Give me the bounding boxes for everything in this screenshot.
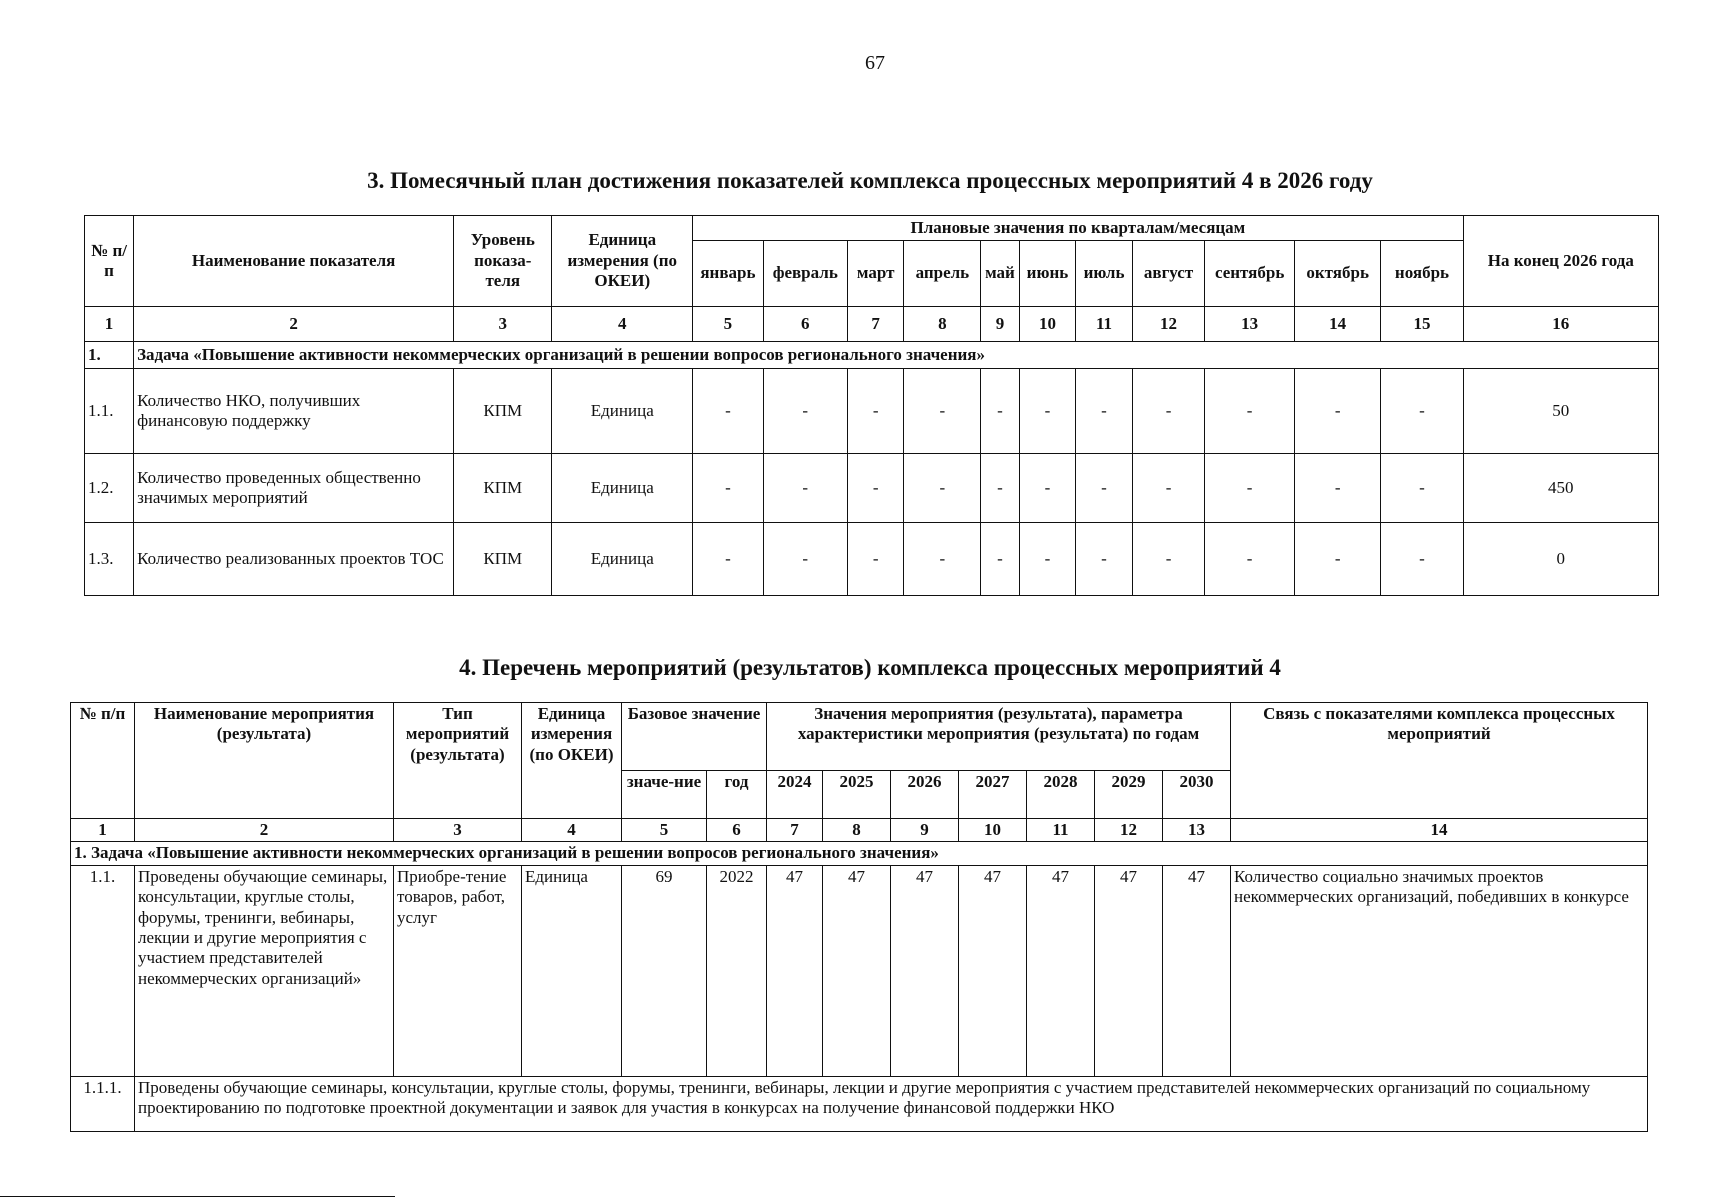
header-num: № п/п	[71, 703, 135, 819]
link-indicator: Количество социально значимых проектов некоммерческих организаций, победивших в конкурсе	[1231, 865, 1648, 1076]
activity-type: Приобре-тение товаров, работ, услуг	[394, 865, 522, 1076]
header-base: Базовое значение	[622, 703, 767, 771]
month-value: -	[847, 454, 904, 523]
bottom-divider	[0, 1196, 395, 1197]
activity-unit: Единица	[522, 865, 622, 1076]
month-value: -	[1019, 369, 1076, 454]
base-year: 2022	[707, 865, 767, 1076]
column-number: 1	[85, 307, 134, 342]
indicator-level: КПМ	[454, 369, 552, 454]
header-year: 2025	[823, 771, 891, 819]
indicator-name: Количество НКО, получивших финансовую поддержку	[134, 369, 454, 454]
subactivity-text: Проведены обучающие семинары, консультации, круглые столы, форумы, тренинги, вебинары, лекции и другие мероприятия с участием представителей некоммерческих организаций по социальному проектированию по подготовке проектной документации и заявок для участия в конкурсах на получение финансовой поддержки НКО	[135, 1076, 1648, 1131]
indicator-level: КПМ	[454, 454, 552, 523]
header-year: 2029	[1095, 771, 1163, 819]
end-value: 450	[1463, 454, 1658, 523]
header-year: 2026	[891, 771, 959, 819]
month-value: -	[693, 523, 763, 596]
row-number: 1.3.	[85, 523, 134, 596]
month-value: -	[763, 454, 847, 523]
indicator-name: Количество проведенных общественно значимых мероприятий	[134, 454, 454, 523]
column-number: 11	[1027, 819, 1095, 842]
month-value: -	[981, 523, 1019, 596]
month-value: -	[847, 523, 904, 596]
indicator-unit: Единица	[552, 523, 693, 596]
month-value: -	[1205, 369, 1295, 454]
month-value: -	[1132, 454, 1205, 523]
month-value: -	[1132, 369, 1205, 454]
month-value: -	[1381, 454, 1463, 523]
year-value: 47	[1095, 865, 1163, 1076]
column-number: 16	[1463, 307, 1658, 342]
column-number: 4	[552, 307, 693, 342]
table-row	[85, 369, 1659, 454]
header-month: июль	[1076, 241, 1133, 307]
indicator-level: КПМ	[454, 523, 552, 596]
activities-table	[70, 702, 1648, 1132]
indicator-name: Количество реализованных проектов ТОС	[134, 523, 454, 596]
column-number: 13	[1163, 819, 1231, 842]
year-value: 47	[767, 865, 823, 1076]
month-value: -	[1294, 523, 1380, 596]
month-value: -	[1132, 523, 1205, 596]
year-value: 47	[1163, 865, 1231, 1076]
month-value: -	[1294, 454, 1380, 523]
month-value: -	[693, 454, 763, 523]
header-month: июнь	[1019, 241, 1076, 307]
row-number: 1.1.	[71, 865, 135, 1076]
header-month: февраль	[763, 241, 847, 307]
header-month: ноябрь	[1381, 241, 1463, 307]
column-number: 6	[763, 307, 847, 342]
month-value: -	[763, 369, 847, 454]
month-value: -	[981, 454, 1019, 523]
header-num: № п/п	[85, 216, 134, 307]
header-year: 2030	[1163, 771, 1231, 819]
task-text: Задача «Повышение активности некоммерческих организаций в решении вопросов регионального значения»	[134, 342, 1659, 369]
task-number: 1.	[85, 342, 134, 369]
page-number: 67	[865, 52, 885, 74]
header-name: Наименование мероприятия (результата)	[135, 703, 394, 819]
column-number: 9	[981, 307, 1019, 342]
month-value: -	[1294, 369, 1380, 454]
header-end: На конец 2026 года	[1463, 216, 1658, 307]
header-link: Связь с показателями комплекса процессных мероприятий	[1231, 703, 1648, 819]
month-value: -	[1076, 454, 1133, 523]
month-value: -	[1019, 454, 1076, 523]
month-value: -	[693, 369, 763, 454]
header-name: Наименование показателя	[134, 216, 454, 307]
header-month: август	[1132, 241, 1205, 307]
indicator-unit: Единица	[552, 454, 693, 523]
column-number: 8	[823, 819, 891, 842]
month-value: -	[1019, 523, 1076, 596]
row-number: 1.2.	[85, 454, 134, 523]
column-number: 10	[1019, 307, 1076, 342]
column-number: 6	[707, 819, 767, 842]
header-month: март	[847, 241, 904, 307]
column-number: 11	[1076, 307, 1133, 342]
month-value: -	[904, 523, 981, 596]
year-value: 47	[891, 865, 959, 1076]
column-number: 2	[134, 307, 454, 342]
row-number: 1.1.	[85, 369, 134, 454]
month-value: -	[981, 369, 1019, 454]
column-number: 2	[135, 819, 394, 842]
header-planned: Плановые значения по кварталам/месяцам	[693, 216, 1463, 241]
month-value: -	[904, 369, 981, 454]
header-base-value: значе-ние	[622, 771, 707, 819]
column-number: 10	[959, 819, 1027, 842]
year-value: 47	[959, 865, 1027, 1076]
header-month: май	[981, 241, 1019, 307]
column-number: 1	[71, 819, 135, 842]
column-number: 4	[522, 819, 622, 842]
column-number: 12	[1132, 307, 1205, 342]
header-month: октябрь	[1294, 241, 1380, 307]
end-value: 50	[1463, 369, 1658, 454]
month-value: -	[1381, 523, 1463, 596]
month-value: -	[1076, 369, 1133, 454]
column-number: 8	[904, 307, 981, 342]
header-month: сентябрь	[1205, 241, 1295, 307]
column-number: 12	[1095, 819, 1163, 842]
column-number: 14	[1294, 307, 1380, 342]
header-unit: Единица измерения (по ОКЕИ)	[522, 703, 622, 819]
column-number: 7	[767, 819, 823, 842]
year-value: 47	[1027, 865, 1095, 1076]
column-number: 5	[622, 819, 707, 842]
row-number: 1.1.1.	[71, 1076, 135, 1131]
table4-title: 4. Перечень мероприятий (результатов) комплекса процессных мероприятий 4	[459, 655, 1281, 680]
year-value: 47	[823, 865, 891, 1076]
header-year: 2028	[1027, 771, 1095, 819]
indicator-unit: Единица	[552, 369, 693, 454]
header-month: январь	[693, 241, 763, 307]
task-row	[85, 342, 1659, 369]
monthly-plan-table	[84, 215, 1659, 596]
table-row	[85, 454, 1659, 523]
activity-name: Проведены обучающие семинары, консультации, круглые столы, форумы, тренинги, вебинары, лекции и другие мероприятия с участием представителей некоммерческих организаций»	[135, 865, 394, 1076]
task-row	[71, 842, 1648, 865]
month-value: -	[1205, 523, 1295, 596]
column-number: 9	[891, 819, 959, 842]
month-value: -	[1076, 523, 1133, 596]
month-value: -	[1205, 454, 1295, 523]
header-year: 2027	[959, 771, 1027, 819]
column-number: 7	[847, 307, 904, 342]
header-values: Значения мероприятия (результата), параметра характеристики мероприятия (результата) по годам	[767, 703, 1231, 771]
header-year: 2024	[767, 771, 823, 819]
base-value: 69	[622, 865, 707, 1076]
column-number: 14	[1231, 819, 1648, 842]
table3-title: 3. Помесячный план достижения показателей комплекса процессных мероприятий 4 в 2026 году	[367, 168, 1373, 193]
table-row	[71, 1076, 1648, 1131]
column-number: 15	[1381, 307, 1463, 342]
column-number: 3	[394, 819, 522, 842]
header-type: Тип мероприятий (результата)	[394, 703, 522, 819]
column-number: 3	[454, 307, 552, 342]
task-text: 1. Задача «Повышение активности некоммерческих организаций в решении вопросов регионального значения»	[71, 842, 1648, 865]
month-value: -	[763, 523, 847, 596]
column-number: 5	[693, 307, 763, 342]
header-base-year: год	[707, 771, 767, 819]
month-value: -	[904, 454, 981, 523]
table-row	[71, 865, 1648, 1076]
column-number: 13	[1205, 307, 1295, 342]
header-level: Уровень показа-теля	[454, 216, 552, 307]
month-value: -	[1381, 369, 1463, 454]
header-unit: Единица измерения (по ОКЕИ)	[552, 216, 693, 307]
end-value: 0	[1463, 523, 1658, 596]
header-month: апрель	[904, 241, 981, 307]
month-value: -	[847, 369, 904, 454]
table-row	[85, 523, 1659, 596]
